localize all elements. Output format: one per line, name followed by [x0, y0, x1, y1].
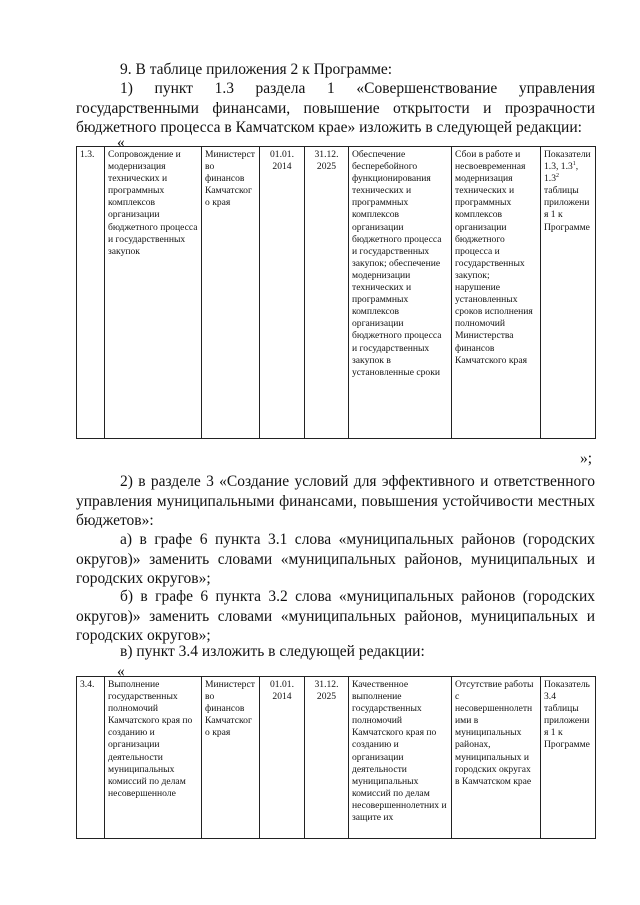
- table-item-3-4: [76, 676, 596, 839]
- cell-start-date: 01.01. 2014: [260, 677, 305, 839]
- cell-indicators: [541, 147, 596, 439]
- paragraph-item-1: 1) пункт 1.3 раздела 1 «Совершенствование управления государственными финансами, повышение открытости и прозрачности бюджетного процесса в Камчатском крае» изложить в следующей редакции:: [76, 80, 595, 136]
- indicators-text-mid: , 1.3: [544, 161, 579, 185]
- cell-number: 3.4.: [77, 677, 105, 839]
- cell-risks: Отсутствие работы с несовершеннолетними в муниципальных районах, муниципальных и городских округах в Камчатском крае: [452, 677, 541, 839]
- paragraph-subitem-a: а) в графе 6 пункта 3.1 слова «муниципальных районов (городских округов)» заменить словами «муниципальных районов, муниципальных и городских округов»;: [76, 531, 595, 587]
- cell-end-date: 31.12. 2025: [305, 147, 349, 439]
- table-row: [77, 677, 596, 839]
- close-quote-1: »;: [580, 450, 593, 467]
- cell-measure-name: Сопровождение и модернизация технических и программных комплексов организации бюджетного процесса и государственных закупок: [105, 147, 202, 439]
- indicators-text-end: таблицы приложения 1 к Программе: [544, 185, 590, 233]
- cell-executor: Министерство финансов Камчатского края: [202, 677, 260, 839]
- open-quote-1: «: [117, 134, 125, 151]
- paragraph-subitem-v: в) пункт 3.4 изложить в следующей редакции:: [120, 643, 425, 660]
- paragraph-item-9: 9. В таблице приложения 2 к Программе:: [120, 61, 393, 78]
- cell-risks: Сбои в работе и несвоевременная модернизация технических и программных комплексов организации бюджетного процесса и государственных закупок; нарушение установленных сроков исполнения полномочий Министерства финансов Камчатского края: [452, 147, 541, 439]
- cell-expected-result: Качественное выполнение государственных полномочий Камчатского края по созданию и организации деятельности муниципальных комиссий по делам несовершеннолетних и защите их: [349, 677, 452, 839]
- superscript: 1: [572, 160, 576, 167]
- cell-start-date: 01.01. 2014: [260, 147, 305, 439]
- paragraph-subitem-b: б) в графе 6 пункта 3.2 слова «муниципальных районов (городских округов)» заменить словами «муниципальных районов, муниципальных и городских округов»;: [76, 588, 595, 644]
- cell-number: 1.3.: [77, 147, 105, 439]
- paragraph-item-2: 2) в разделе 3 «Создание условий для эффективного и ответственного управления муниципальными финансами, повышения устойчивости местных бюджетов»:: [76, 473, 595, 529]
- cell-expected-result: Обеспечение бесперебойного функционирования технических и программных комплексов организации бюджетного процесса и государственных закупок; обеспечение модернизации технических и программных комплексов организации бюджетного процесса и государственных закупок в установленные сроки: [349, 147, 452, 439]
- cell-indicators: Показатель 3.4 таблицы приложения 1 к Программе: [541, 677, 596, 839]
- superscript: 2: [556, 173, 559, 179]
- cell-end-date: 31.12. 2025: [305, 677, 349, 839]
- cell-measure-name: Выполнение государственных полномочий Камчатского края по созданию и организации деятельности муниципальных комиссий по делам несовершенноле: [105, 677, 202, 839]
- open-quote-2: «: [117, 663, 125, 680]
- table-row: [77, 147, 596, 439]
- cell-executor: Министерство финансов Камчатского края: [202, 147, 260, 439]
- indicators-text-start: Показатели 1.3, 1.3: [544, 149, 591, 173]
- table-item-1-3: [76, 146, 596, 439]
